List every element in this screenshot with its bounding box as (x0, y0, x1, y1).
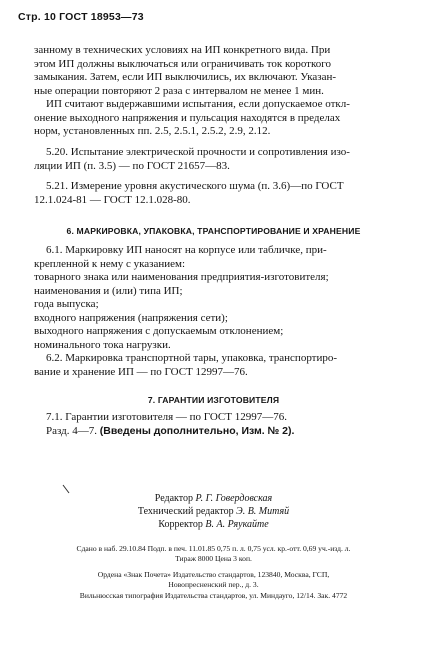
text-line: норм, установленных пп. 2.5, 2.5.1, 2.5.2, 2.9, 2.12. (34, 125, 271, 137)
imprint-line: Вильнюсская типография Издательства стандартов, ул. Миндауго, 12/14. Зак. 4772 (79, 591, 348, 600)
text-line: вание и хранение ИП — по ГОСТ 12997—76. (34, 365, 248, 378)
tech-editor-line (0, 506, 427, 518)
text-line: номинального тока нагрузки. (34, 338, 171, 351)
tech-editor-name: Э. В. Митяй (236, 506, 290, 517)
amendment-prefix: Разд. 4—7. (46, 424, 100, 437)
corrector-name: В. А. Ряукайте (205, 519, 269, 530)
amendment-bold: (Введены дополнительно, Изм. № 2). (99, 424, 295, 437)
corrector-label: Корректор (158, 519, 203, 530)
imprint-line: Сдано в наб. 29.10.84 Подп. в печ. 11.01.85 0,75 п. л. 0,75 усл. кр.-отт. 0,69 уч.-изд. л. (76, 544, 351, 553)
tech-editor-label: Технический редактор (137, 506, 234, 517)
text-line: занному в технических условиях на ИП конкретного вида. При (34, 44, 331, 56)
amendment-note (46, 425, 370, 439)
text-line: 5.21. Измерение уровня акустического шума (п. 3.6)—по ГОСТ (46, 180, 344, 192)
text-line: выходного напряжения с допускаемым отклонением; (34, 325, 284, 337)
text-line: 6.2. Маркировка транспортной тары, упаковка, транспортиро- (46, 352, 338, 364)
section-heading-6: 6. МАРКИРОВКА, УПАКОВКА, ТРАНСПОРТИРОВАНИЕ И ХРАНЕНИЕ (66, 226, 361, 236)
text-line: ные операции повторяют 2 раза с интервалом не менее 1 мин. (34, 84, 324, 97)
text-line: входного напряжения (напряжения сети); (34, 311, 228, 324)
section-heading-7: 7. ГАРАНТИИ ИЗГОТОВИТЕЛЯ (147, 395, 280, 405)
text-line: этом ИП должны выключаться или ограничивать ток короткого (34, 57, 331, 70)
text-line: 6.1. Маркировку ИП наносят на корпусе или табличке, при- (46, 244, 327, 256)
text-line: замыкания. Затем, если ИП выключились, их включают. Указан- (34, 71, 337, 83)
corrector-line (0, 519, 427, 531)
editor-line (0, 493, 427, 505)
imprint-line: Тираж 8000 Цена 3 коп. (175, 554, 252, 563)
text-line: онение выходного напряжения и пульсация находятся в пределах (34, 111, 341, 124)
text-line: года выпуска; (34, 298, 99, 310)
editor-name: Р. Г. Говердовская (195, 493, 273, 504)
text-line: ляции ИП (п. 3.5) — по ГОСТ 21657—83. (34, 159, 230, 172)
imprint-line: Ордена «Знак Почета» Издательство стандартов, 123840, Москва, ГСП, (97, 570, 330, 579)
text-line: товарного знака или наименования предприятия-изготовителя; (34, 271, 329, 283)
clause-7-1: 7.1. Гарантии изготовителя — по ГОСТ 12997—76. (46, 411, 287, 423)
editor-label: Редактор (154, 493, 194, 504)
imprint-line: Новопресненский пер., д. 3. (168, 580, 259, 589)
text-line: крепленной к нему с указанием: (34, 257, 186, 270)
text-line: 5.20. Испытание электрической прочности и сопротивления изо- (46, 146, 350, 158)
text-line: ИП считают выдержавшими испытания, если допускаемое откл- (46, 98, 350, 110)
text-line: 12.1.024-81 — ГОСТ 12.1.028-80. (34, 193, 191, 206)
page-header: Стр. 10 ГОСТ 18953—73 (18, 11, 144, 23)
text-line: наименования и (или) типа ИП; (34, 284, 183, 297)
